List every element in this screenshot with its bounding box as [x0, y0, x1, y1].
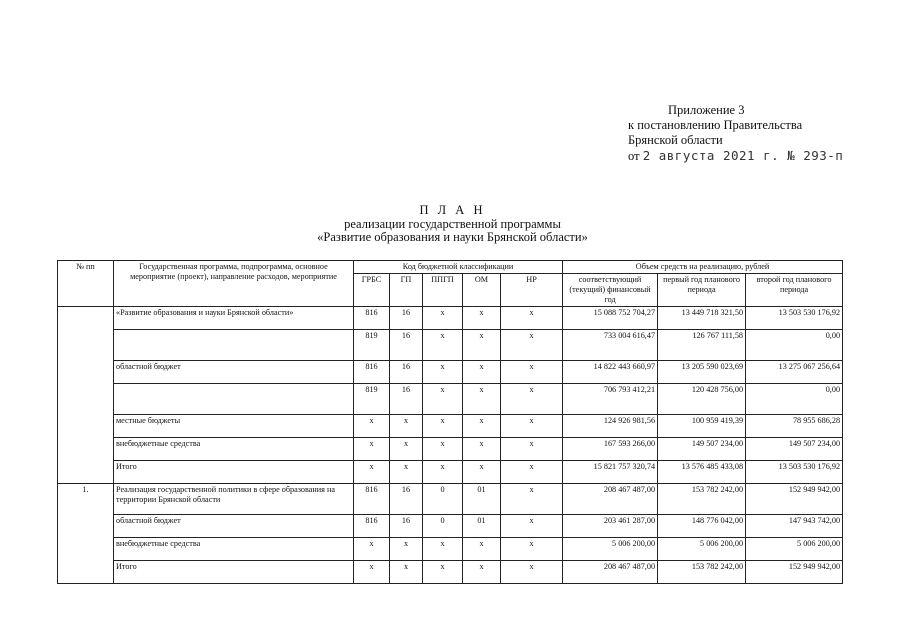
row-name: Итого [114, 461, 354, 484]
cell-year-2: 13 205 590 023,69 [658, 361, 746, 384]
cell-year-3: 147 943 742,00 [746, 515, 843, 538]
cell-grbs: 819 [354, 384, 390, 415]
row-name [114, 330, 354, 361]
cell-gp: 16 [390, 384, 423, 415]
plan-table-header [58, 261, 843, 307]
cell-grbs: 819 [354, 330, 390, 361]
plan-title-line-2: реализации государственной программы [344, 216, 561, 231]
cell-nr: х [501, 307, 563, 330]
cell-ppgp: х [423, 415, 463, 438]
table-row [58, 484, 843, 515]
cell-year-2: 149 507 234,00 [658, 438, 746, 461]
cell-year-1: 15 821 757 320,74 [563, 461, 658, 484]
cell-year-1: 167 593 266,00 [563, 438, 658, 461]
cell-ppgp: х [423, 538, 463, 561]
cell-year-1: 14 822 443 660,97 [563, 361, 658, 384]
row-name: Итого [114, 561, 354, 584]
cell-ppgp: х [423, 307, 463, 330]
header-nr: НР [501, 274, 563, 307]
header-year-1: соответствующий (текущий) финансовый год [563, 274, 658, 307]
row-num: 1. [58, 484, 114, 584]
cell-om: х [463, 330, 501, 361]
cell-om: х [463, 307, 501, 330]
row-name: внебюджетные средства [114, 538, 354, 561]
cell-grbs: х [354, 561, 390, 584]
table-row [58, 330, 843, 361]
cell-ppgp: х [423, 461, 463, 484]
cell-om: х [463, 561, 501, 584]
cell-om: х [463, 538, 501, 561]
cell-year-2: 153 782 242,00 [658, 561, 746, 584]
appendix-line-1: Приложение 3 [668, 103, 745, 117]
row-name: внебюджетные средства [114, 438, 354, 461]
row-name [114, 384, 354, 415]
table-row [58, 538, 843, 561]
cell-year-2: 100 959 419,39 [658, 415, 746, 438]
cell-year-3: 13 275 067 256,64 [746, 361, 843, 384]
plan-title [0, 204, 905, 245]
table-row [58, 561, 843, 584]
cell-nr: х [501, 330, 563, 361]
plan-title-line-3: «Развитие образования и науки Брянской области» [317, 230, 588, 244]
plan-table-body [58, 307, 843, 584]
row-num [58, 307, 114, 484]
cell-om: 01 [463, 515, 501, 538]
cell-year-1: 706 793 412,21 [563, 384, 658, 415]
cell-year-3: 152 949 942,00 [746, 561, 843, 584]
cell-ppgp: 0 [423, 484, 463, 515]
cell-year-1: 208 467 487,00 [563, 561, 658, 584]
appendix-line-4 [628, 148, 843, 164]
cell-ppgp: х [423, 361, 463, 384]
cell-om: 01 [463, 484, 501, 515]
cell-nr: х [501, 561, 563, 584]
cell-nr: х [501, 361, 563, 384]
cell-gp: х [390, 461, 423, 484]
table-row [58, 461, 843, 484]
cell-grbs: 816 [354, 361, 390, 384]
cell-nr: х [501, 538, 563, 561]
table-row [58, 415, 843, 438]
header-ppgp: ППГП [423, 274, 463, 307]
cell-nr: х [501, 384, 563, 415]
cell-year-2: 126 767 111,58 [658, 330, 746, 361]
row-name: местные бюджеты [114, 415, 354, 438]
header-year-2: первый год планового периода [658, 274, 746, 307]
appendix-block [628, 103, 843, 164]
header-program: Государственная программа, подпрограмма, основное мероприятие (проект), направление расходов, мероприятие [114, 261, 354, 307]
cell-gp: 16 [390, 361, 423, 384]
header-volume-group: Объем средств на реализацию, рублей [563, 261, 843, 274]
cell-ppgp: х [423, 438, 463, 461]
cell-year-3: 152 949 942,00 [746, 484, 843, 515]
header-num: № пп [58, 261, 114, 307]
cell-nr: х [501, 438, 563, 461]
cell-gp: 16 [390, 484, 423, 515]
cell-year-3: 5 006 200,00 [746, 538, 843, 561]
cell-nr: х [501, 515, 563, 538]
table-row [58, 384, 843, 415]
appendix-line-2: к постановлению Правительства [628, 118, 803, 132]
row-name: Реализация государственной политики в сфере образования на территории Брянской области [114, 484, 354, 515]
cell-year-2: 13 576 485 433,08 [658, 461, 746, 484]
cell-gp: х [390, 561, 423, 584]
cell-ppgp: х [423, 330, 463, 361]
cell-grbs: 816 [354, 307, 390, 330]
cell-gp: х [390, 438, 423, 461]
cell-grbs: 816 [354, 515, 390, 538]
cell-year-3: 149 507 234,00 [746, 438, 843, 461]
cell-year-2: 13 449 718 321,50 [658, 307, 746, 330]
row-name: областной бюджет [114, 361, 354, 384]
appendix-date-prefix: от [628, 149, 640, 163]
cell-gp: х [390, 415, 423, 438]
cell-gp: 16 [390, 307, 423, 330]
cell-om: х [463, 438, 501, 461]
cell-year-2: 5 006 200,00 [658, 538, 746, 561]
cell-ppgp: х [423, 384, 463, 415]
cell-om: х [463, 461, 501, 484]
cell-year-3: 0,00 [746, 384, 843, 415]
cell-year-2: 148 776 042,00 [658, 515, 746, 538]
table-row [58, 307, 843, 330]
row-name: областной бюджет [114, 515, 354, 538]
header-gp: ГП [390, 274, 423, 307]
cell-gp: х [390, 538, 423, 561]
cell-om: х [463, 384, 501, 415]
cell-nr: х [501, 461, 563, 484]
table-row [58, 515, 843, 538]
cell-nr: х [501, 484, 563, 515]
cell-year-3: 0,00 [746, 330, 843, 361]
header-year-3: второй год планового периода [746, 274, 843, 307]
cell-om: х [463, 415, 501, 438]
cell-year-1: 5 006 200,00 [563, 538, 658, 561]
cell-grbs: х [354, 538, 390, 561]
cell-om: х [463, 361, 501, 384]
cell-nr: х [501, 415, 563, 438]
cell-year-3: 13 503 530 176,92 [746, 461, 843, 484]
cell-year-3: 78 955 686,28 [746, 415, 843, 438]
appendix-date-stamp: 2 августа 2021 г. № 293-п [642, 148, 844, 163]
cell-year-3: 13 503 530 176,92 [746, 307, 843, 330]
cell-year-1: 208 467 487,00 [563, 484, 658, 515]
cell-grbs: х [354, 415, 390, 438]
appendix-line-3: Брянской области [628, 133, 723, 147]
plan-title-line-1: П Л А Н [419, 203, 486, 217]
cell-year-1: 203 461 287,00 [563, 515, 658, 538]
cell-ppgp: х [423, 561, 463, 584]
cell-gp: 16 [390, 330, 423, 361]
cell-grbs: 816 [354, 484, 390, 515]
cell-year-1: 15 088 752 704,27 [563, 307, 658, 330]
plan-table [57, 260, 843, 584]
cell-year-1: 733 004 616,47 [563, 330, 658, 361]
cell-year-1: 124 926 981,56 [563, 415, 658, 438]
cell-gp: 16 [390, 515, 423, 538]
cell-year-2: 120 428 756,00 [658, 384, 746, 415]
row-name: «Развитие образования и науки Брянской области» [114, 307, 354, 330]
cell-ppgp: 0 [423, 515, 463, 538]
cell-year-2: 153 782 242,00 [658, 484, 746, 515]
header-grbs: ГРБС [354, 274, 390, 307]
table-row [58, 438, 843, 461]
table-row [58, 361, 843, 384]
cell-grbs: х [354, 461, 390, 484]
cell-grbs: х [354, 438, 390, 461]
header-om: ОМ [463, 274, 501, 307]
header-code-group: Код бюджетной классификации [354, 261, 563, 274]
